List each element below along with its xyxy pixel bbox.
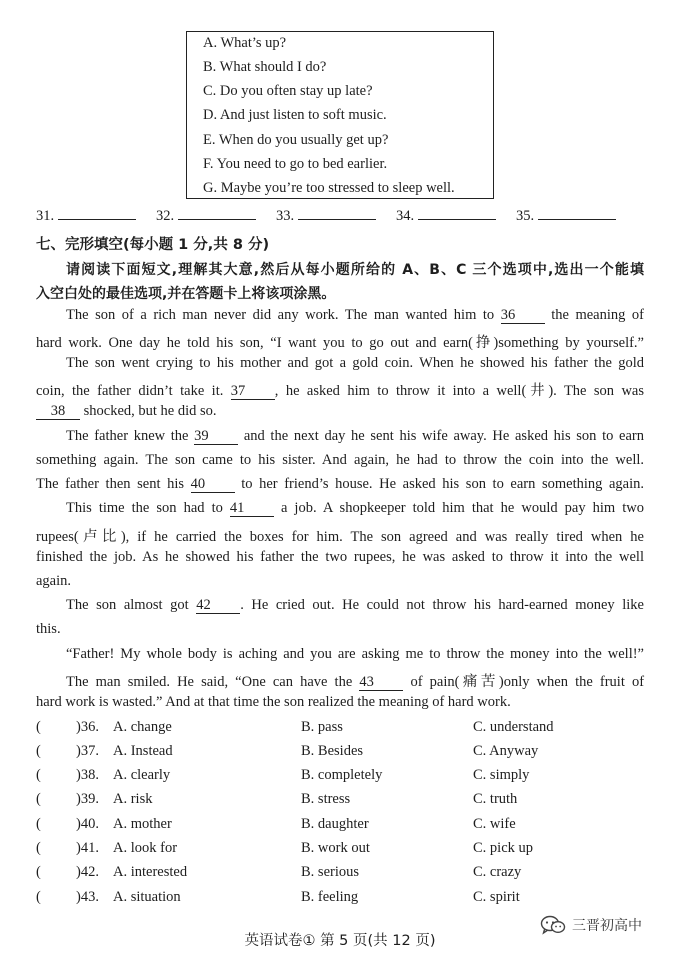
passage-line: hard work. One day he told his son, “I want you to go out and earn(挣)something by yourself.” — [36, 335, 644, 351]
passage-line: “Father! My whole body is aching and you are asking me to throw the money into the well!” — [66, 646, 644, 662]
question-row-38 — [36, 767, 656, 787]
blank-37[interactable]: 37 — [231, 384, 275, 400]
passage-line: finished the job. As he showed his father the two rupees, he was asked to throw it into the well — [36, 549, 644, 565]
question-row-40 — [36, 816, 656, 836]
answer-blanks-row — [36, 207, 636, 227]
choice-b[interactable]: B. serious — [301, 864, 359, 880]
choice-a[interactable]: A. Instead — [113, 743, 173, 759]
question-number: )37. — [76, 743, 99, 759]
choice-a[interactable]: A. look for — [113, 840, 178, 856]
passage-line: hard work is wasted.” And at that time the son realized the meaning of hard work. — [36, 694, 511, 710]
answer-blank-33[interactable]: 33. — [276, 207, 376, 225]
question-number: )42. — [76, 864, 99, 880]
question-number: )38. — [76, 767, 99, 783]
answer-paren[interactable]: ( — [36, 864, 41, 880]
choice-a[interactable]: A. mother — [113, 816, 172, 832]
question-number: )41. — [76, 840, 99, 856]
choice-c[interactable]: C. wife — [473, 816, 516, 832]
question-row-41 — [36, 840, 656, 860]
option-d: D. And just listen to soft music. — [203, 107, 387, 123]
answer-paren[interactable]: ( — [36, 743, 41, 759]
question-number: )36. — [76, 719, 99, 735]
choice-a[interactable]: A. situation — [113, 889, 181, 905]
section-title: 七、完形填空(每小题 1 分,共 8 分) — [36, 237, 270, 253]
option-g: G. Maybe you’re too stressed to sleep well. — [203, 180, 455, 196]
choice-b[interactable]: B. pass — [301, 719, 343, 735]
choice-b[interactable]: B. work out — [301, 840, 370, 856]
passage-line: This time the son had to 41 a job. A shopkeeper told him that he would pay him two — [66, 500, 644, 516]
blank-36[interactable]: 36 — [501, 308, 545, 324]
choice-b[interactable]: B. feeling — [301, 889, 359, 905]
choice-a[interactable]: A. clearly — [113, 767, 171, 783]
answer-paren[interactable]: ( — [36, 889, 41, 905]
question-row-37 — [36, 743, 656, 763]
blank-43[interactable]: 43 — [359, 675, 403, 691]
choice-b[interactable]: B. stress — [301, 791, 351, 807]
passage-line: 38 shocked, but he did so. — [36, 403, 217, 420]
passage-line: The son went crying to his mother and got a gold coin. When he showed his father the gold — [66, 355, 644, 371]
option-e: E. When do you usually get up? — [203, 132, 389, 148]
answer-blank-31[interactable]: 31. — [36, 207, 136, 225]
option-b: B. What should I do? — [203, 59, 327, 75]
choice-b[interactable]: B. Besides — [301, 743, 364, 759]
options-box — [186, 31, 494, 199]
question-number: )40. — [76, 816, 99, 832]
choice-c[interactable]: C. pick up — [473, 840, 534, 856]
answer-blank-32[interactable]: 32. — [156, 207, 256, 225]
option-c: C. Do you often stay up late? — [203, 83, 373, 99]
choice-a[interactable]: A. risk — [113, 791, 153, 807]
choice-c[interactable]: C. truth — [473, 791, 518, 807]
watermark — [540, 914, 642, 936]
watermark-text: 三晋初高中 — [572, 918, 642, 934]
blank-39[interactable]: 39 — [194, 429, 238, 445]
passage-line: rupees(卢比), if he carried the boxes for him. The son agreed and was really tired when he — [36, 529, 644, 545]
passage-line: something again. The son came to his sister. And again, he had to throw the coin into the well. — [36, 452, 644, 468]
question-number: )43. — [76, 889, 99, 905]
instruction-line-1: 请阅读下面短文,理解其大意,然后从每小题所给的 A、B、C 三个选项中,选出一个能填 — [66, 262, 644, 278]
question-row-39 — [36, 791, 656, 811]
choice-c[interactable]: C. spirit — [473, 889, 520, 905]
passage-line: The father then sent his 40 to her friend’s house. He asked his son to earn something again. — [36, 476, 645, 492]
choice-c[interactable]: C. understand — [473, 719, 554, 735]
page-footer: 英语试卷① 第 5 页(共 12 页) — [244, 933, 436, 949]
choice-a[interactable]: A. change — [113, 719, 172, 735]
blank-40[interactable]: 40 — [191, 477, 235, 493]
question-row-42 — [36, 864, 656, 884]
choice-c[interactable]: C. Anyway — [473, 743, 539, 759]
choice-c[interactable]: C. simply — [473, 767, 530, 783]
choice-b[interactable]: B. completely — [301, 767, 383, 783]
answer-paren[interactable]: ( — [36, 791, 41, 807]
answer-blank-35[interactable]: 35. — [516, 207, 616, 225]
blank-38[interactable]: 38 — [36, 404, 80, 420]
option-f: F. You need to go to bed earlier. — [203, 156, 388, 172]
passage-line: coin, the father didn’t take it. 37 , he asked him to throw it into a well(井). The son was — [36, 383, 645, 399]
choice-a[interactable]: A. interested — [113, 864, 188, 880]
blank-41[interactable]: 41 — [230, 501, 274, 517]
wechat-icon — [540, 915, 566, 935]
question-row-36 — [36, 719, 656, 739]
answer-blank-34[interactable]: 34. — [396, 207, 496, 225]
option-a: A. What’s up? — [203, 35, 287, 51]
instruction-line-2: 入空白处的最佳选项,并在答题卡上将该项涂黑。 — [36, 286, 336, 302]
question-number: )39. — [76, 791, 99, 807]
answer-paren[interactable]: ( — [36, 767, 41, 783]
choice-c[interactable]: C. crazy — [473, 864, 522, 880]
choice-b[interactable]: B. daughter — [301, 816, 369, 832]
passage-line: The man smiled. He said, “One can have the 43 of pain(痛苦)only when the fruit of — [66, 674, 645, 690]
answer-paren[interactable]: ( — [36, 816, 41, 832]
answer-paren[interactable]: ( — [36, 840, 41, 856]
passage-line: The son almost got 42 . He cried out. He could not throw his hard-earned money like — [66, 597, 644, 613]
question-row-43 — [36, 889, 656, 909]
passage-line: again. — [36, 573, 72, 589]
passage-line: The father knew the 39 and the next day he sent his wife away. He asked his son to earn — [66, 428, 644, 444]
answer-paren[interactable]: ( — [36, 719, 41, 735]
passage-line: this. — [36, 621, 61, 637]
blank-42[interactable]: 42 — [196, 598, 240, 614]
passage-line: The son of a rich man never did any work. The man wanted him to 36 the meaning of — [66, 307, 644, 323]
